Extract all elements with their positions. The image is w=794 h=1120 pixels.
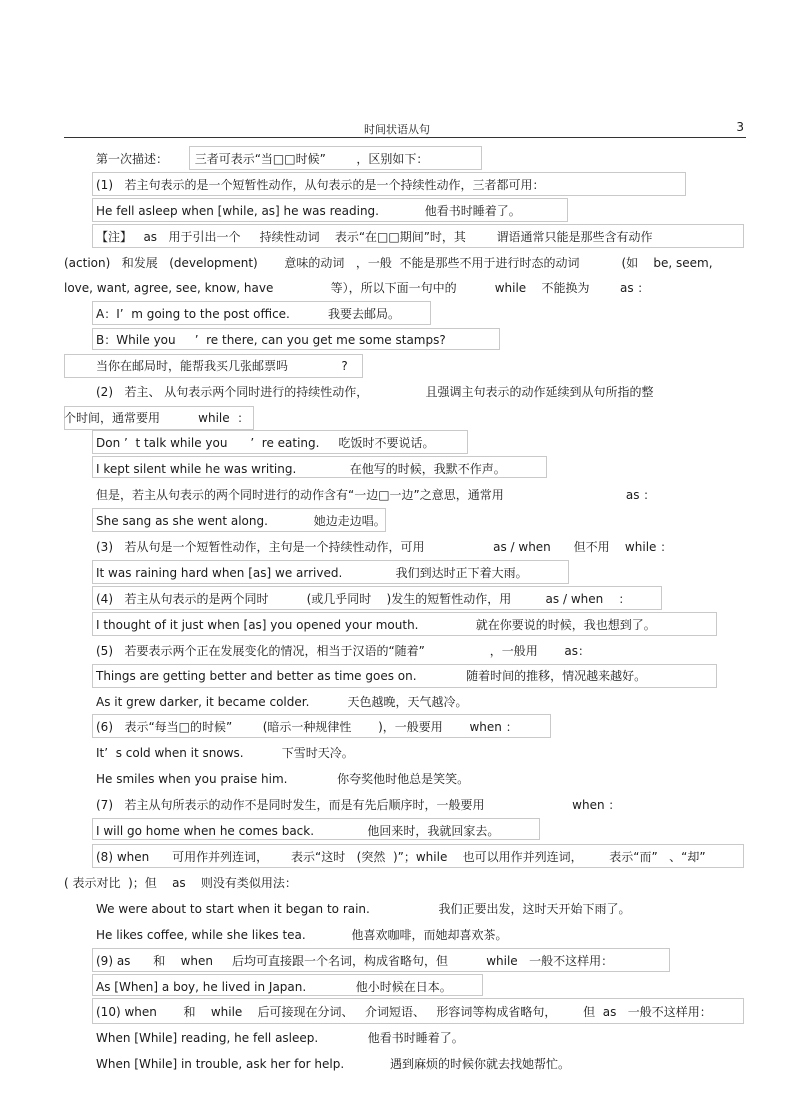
example-sentence: It was raining hard when [as] we arrived. 我们到达时正下着大雨。 xyxy=(96,566,528,580)
page-number: 3 xyxy=(736,120,744,134)
example-sentence: I kept silent while he was writing. 在他写的时候，我默不作声。 xyxy=(96,462,506,476)
rule-1: (1) 若主句表示的是一个短暂性动作，从句表示的是一个持续性动作，三者都可用： xyxy=(96,178,545,192)
example-sentence: He fell asleep when [while, as] he was reading. 他看书时睡着了。 xyxy=(96,204,521,218)
rule-10: (10) when 和 while 后可接现在分词、 介词短语、 形容词等构成省略句， 但 as 一般不这样用： xyxy=(96,1005,712,1019)
rule-2-cont: 个时间，通常要用 while ： xyxy=(64,411,250,425)
example-sentence: She sang as she went along. 她边走边唱。 xyxy=(96,514,386,528)
example-sentence: Don ’ t talk while you ’ re eating. 吃饭时不要说话。 xyxy=(96,436,435,450)
example-sentence: When [While] in trouble, ask her for help. 遇到麻烦的时候你就去找她帮忙。 xyxy=(96,1057,570,1071)
example-sentence: When [While] reading, he fell asleep. 他看书时睡着了。 xyxy=(96,1031,464,1045)
example-sentence: He smiles when you praise him. 你夸奖他时他总是笑笑。 xyxy=(96,772,470,786)
rule-5: (5) 若要表示两个正在发展变化的情况，相当于汉语的“随着” ，一般用 as： xyxy=(96,644,591,658)
note-line: love, want, agree, see, know, have 等），所以下面一句中的 while 不能换为 as ： xyxy=(64,281,650,295)
dialogue-line: A：I’ m going to the post office. 我要去邮局。 xyxy=(96,307,401,321)
rule-8: (8) when 可用作并列连词， 表示“这时 (突然 )”；while 也可以用作并列连词， 表示“而” 、“却” xyxy=(96,850,706,864)
note-line: (action) 和发展 (development) 意味的动词 ，一般 不能是那些不用于进行时态的动词 (如 be, seem, xyxy=(64,256,713,270)
rule-6: (6) 表示“每当□的时候” (暗示一种规律性 )，一般要用 when ： xyxy=(96,720,518,734)
example-sentence: We were about to start when it began to rain. 我们正要出发，这时天开始下雨了。 xyxy=(96,902,631,916)
rule-2: (2) 若主、 从句表示两个同时进行的持续性动作， 且强调主句表示的动作延续到从句所指的整 xyxy=(96,385,654,399)
dialogue-line: B：While you ’ re there, can you get me some stamps? xyxy=(96,333,446,347)
rule-note: 但是，若主从句表示的两个同时进行的动作含有“一边□一边”之意思，通常用 as ： xyxy=(96,488,656,502)
header-rule xyxy=(64,137,746,138)
example-sentence: I thought of it just when [as] you opened your mouth. 就在你要说的时候，我也想到了。 xyxy=(96,618,656,632)
rule-3: (3) 若从句是一个短暂性动作，主句是一个持续性动作，可用 as / when 但不用 while ： xyxy=(96,540,673,554)
rule-9: (9) as 和 when 后均可直接跟一个名词，构成省略句，但 while 一般不这样用： xyxy=(96,954,614,968)
example-sentence: Things are getting better and better as time goes on. 随着时间的推移，情况越来越好。 xyxy=(96,669,647,683)
example-sentence: He likes coffee, while she likes tea. 他喜欢咖啡，而她却喜欢茶。 xyxy=(96,928,508,942)
example-sentence: It’ s cold when it snows. 下雪时天冷。 xyxy=(96,746,354,760)
rule-4: (4) 若主从句表示的是两个同时 (或几乎同时 )发生的短暂性动作，用 as / when ： xyxy=(96,592,631,606)
note-line: 【注】 as 用于引出一个 持续性动词 表示“在□□期间”时，其 谓语通常只能是那些含有动作 xyxy=(96,230,653,244)
rule-7: (7) 若主从句所表示的动作不是同时发生，而是有先后顺序时，一般要用 when ： xyxy=(96,798,621,812)
running-header-title: 时间状语从句 xyxy=(364,123,430,136)
dialogue-translation: 当你在邮局时，能帮我买几张邮票吗 ? xyxy=(96,359,348,373)
section-intro: 第一次描述： 三者可表示“当□□时候” ，区别如下： xyxy=(96,152,429,166)
rule-8-cont: ( 表示对比 )；但 as 则没有类似用法： xyxy=(64,876,297,890)
example-sentence: As it grew darker, it became colder. 天色越晚，天气越冷。 xyxy=(96,695,468,709)
example-sentence: As [When] a boy, he lived in Japan. 他小时候在日本。 xyxy=(96,980,452,994)
example-sentence: I will go home when he comes back. 他回来时，我就回家去。 xyxy=(96,824,500,838)
